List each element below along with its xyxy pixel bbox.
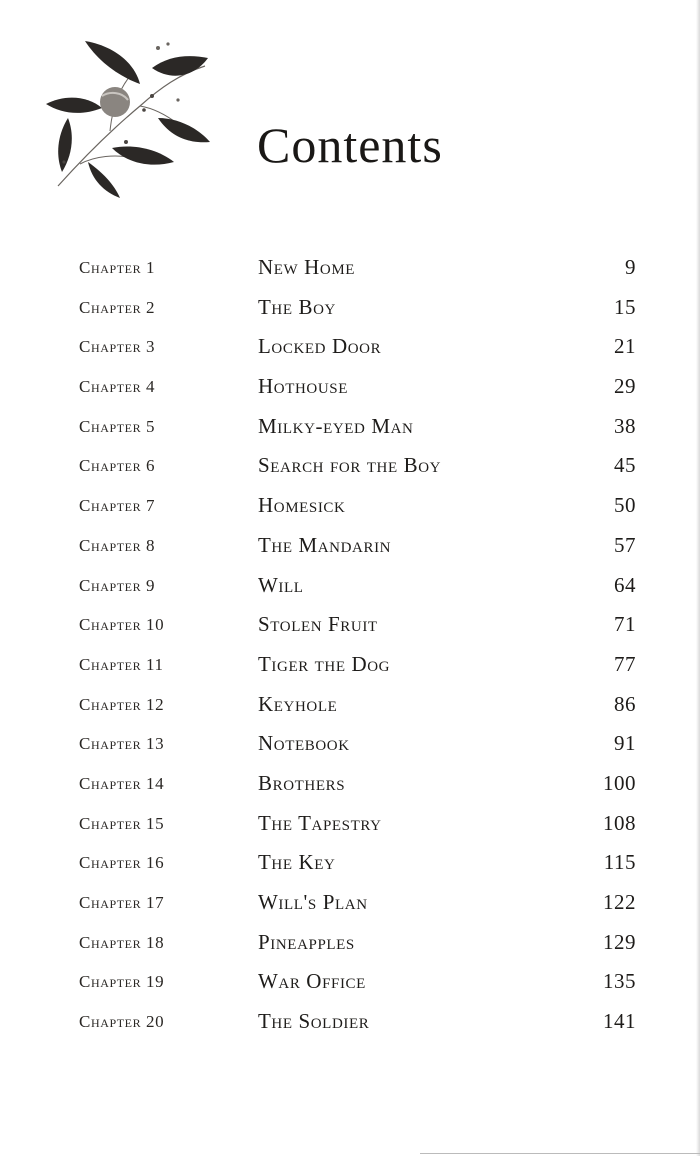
chapter-title: Notebook [258, 731, 350, 756]
chapter-label: Chapter 11 [79, 654, 164, 674]
chapter-title: Search for the Boy [258, 453, 442, 478]
chapter-title: Locked Door [258, 334, 382, 359]
chapter-label: Chapter 13 [79, 734, 165, 754]
chapter-title: Stolen Fruit [258, 612, 378, 637]
toc-entry-6[interactable] [0, 448, 700, 488]
chapter-label: Chapter 18 [79, 932, 165, 952]
chapter-title: New Home [258, 255, 356, 279]
page-number: 86 [614, 691, 636, 716]
toc-entry-11[interactable] [0, 647, 700, 687]
chapter-label: Chapter 14 [79, 773, 165, 793]
page-bottom-edge [420, 1153, 700, 1154]
page-number: 29 [614, 374, 636, 399]
toc-entry-1[interactable] [0, 250, 700, 290]
toc-entry-10[interactable] [0, 607, 700, 647]
chapter-title: The Tapestry [258, 810, 382, 835]
chapter-label: Chapter 3 [79, 337, 156, 357]
page-number: 135 [603, 969, 636, 994]
page-number: 50 [614, 493, 636, 518]
chapter-title: Will's Plan [258, 890, 368, 914]
chapter-label: Chapter 1 [79, 258, 156, 277]
page-number: 45 [614, 453, 636, 478]
page-number: 9 [625, 255, 636, 279]
toc-entry-14[interactable] [0, 766, 700, 806]
page-number: 21 [614, 334, 636, 359]
page-number: 77 [614, 651, 636, 676]
chapter-title: The Key [258, 850, 336, 875]
page-number: 38 [614, 413, 636, 438]
toc-entry-16[interactable] [0, 845, 700, 885]
toc-entry-15[interactable] [0, 806, 700, 846]
page-number: 71 [614, 612, 636, 637]
chapter-label: Chapter 10 [79, 615, 165, 635]
chapter-title: Milky-eyed Man [258, 413, 414, 438]
chapter-label: Chapter 19 [79, 972, 165, 992]
chapter-title: Will [258, 572, 304, 597]
toc-entry-19[interactable] [0, 964, 700, 1004]
chapter-title: Tiger the Dog [258, 651, 391, 676]
chapter-title: The Soldier [258, 1009, 370, 1034]
chapter-title: The Mandarin [258, 532, 392, 557]
page-number: 141 [603, 1009, 636, 1034]
toc-entry-20[interactable] [0, 1004, 700, 1044]
toc-entry-4[interactable] [0, 369, 700, 409]
chapter-title: Homesick [258, 493, 346, 518]
page-number: 91 [614, 731, 636, 756]
chapter-label: Chapter 16 [79, 853, 165, 873]
toc-entry-17[interactable] [0, 885, 700, 925]
page-number: 108 [603, 810, 636, 835]
toc-entry-2[interactable] [0, 290, 700, 330]
chapter-label: Chapter 17 [79, 893, 165, 912]
toc-entry-9[interactable] [0, 568, 700, 608]
page-number: 122 [603, 890, 636, 914]
chapter-label: Chapter 7 [79, 496, 156, 516]
chapter-label: Chapter 9 [79, 575, 156, 595]
chapter-title: Brothers [258, 770, 346, 795]
chapter-label: Chapter 5 [79, 416, 156, 436]
chapter-title: War Office [258, 969, 366, 994]
page-number: 57 [614, 532, 636, 557]
toc-entry-3[interactable] [0, 329, 700, 369]
chapter-label: Chapter 12 [79, 694, 165, 714]
chapter-title: Keyhole [258, 691, 338, 716]
toc-entry-8[interactable] [0, 528, 700, 568]
page-number: 64 [614, 572, 636, 597]
page-number: 15 [614, 294, 636, 319]
toc-entry-12[interactable] [0, 687, 700, 727]
page-number: 129 [603, 929, 636, 954]
chapter-label: Chapter 8 [79, 535, 156, 555]
toc-entry-5[interactable] [0, 409, 700, 449]
page-title: Contents [257, 117, 443, 173]
page-number: 100 [603, 770, 636, 795]
page-number: 115 [603, 850, 636, 875]
toc-entry-18[interactable] [0, 925, 700, 965]
toc-entry-13[interactable] [0, 726, 700, 766]
chapter-title: Hothouse [258, 374, 348, 399]
toc-entry-7[interactable] [0, 488, 700, 528]
chapter-title: The Boy [258, 294, 336, 319]
leafy-branch-with-berry-icon [40, 36, 220, 201]
page-edge-shadow [696, 0, 700, 1156]
chapter-label: Chapter 6 [79, 456, 156, 476]
chapter-label: Chapter 20 [79, 1012, 165, 1032]
chapter-label: Chapter 2 [79, 297, 156, 317]
chapter-label: Chapter 15 [79, 813, 165, 833]
chapter-title: Pineapples [258, 929, 355, 954]
chapter-label: Chapter 4 [79, 377, 156, 397]
table-of-contents [0, 250, 700, 1044]
